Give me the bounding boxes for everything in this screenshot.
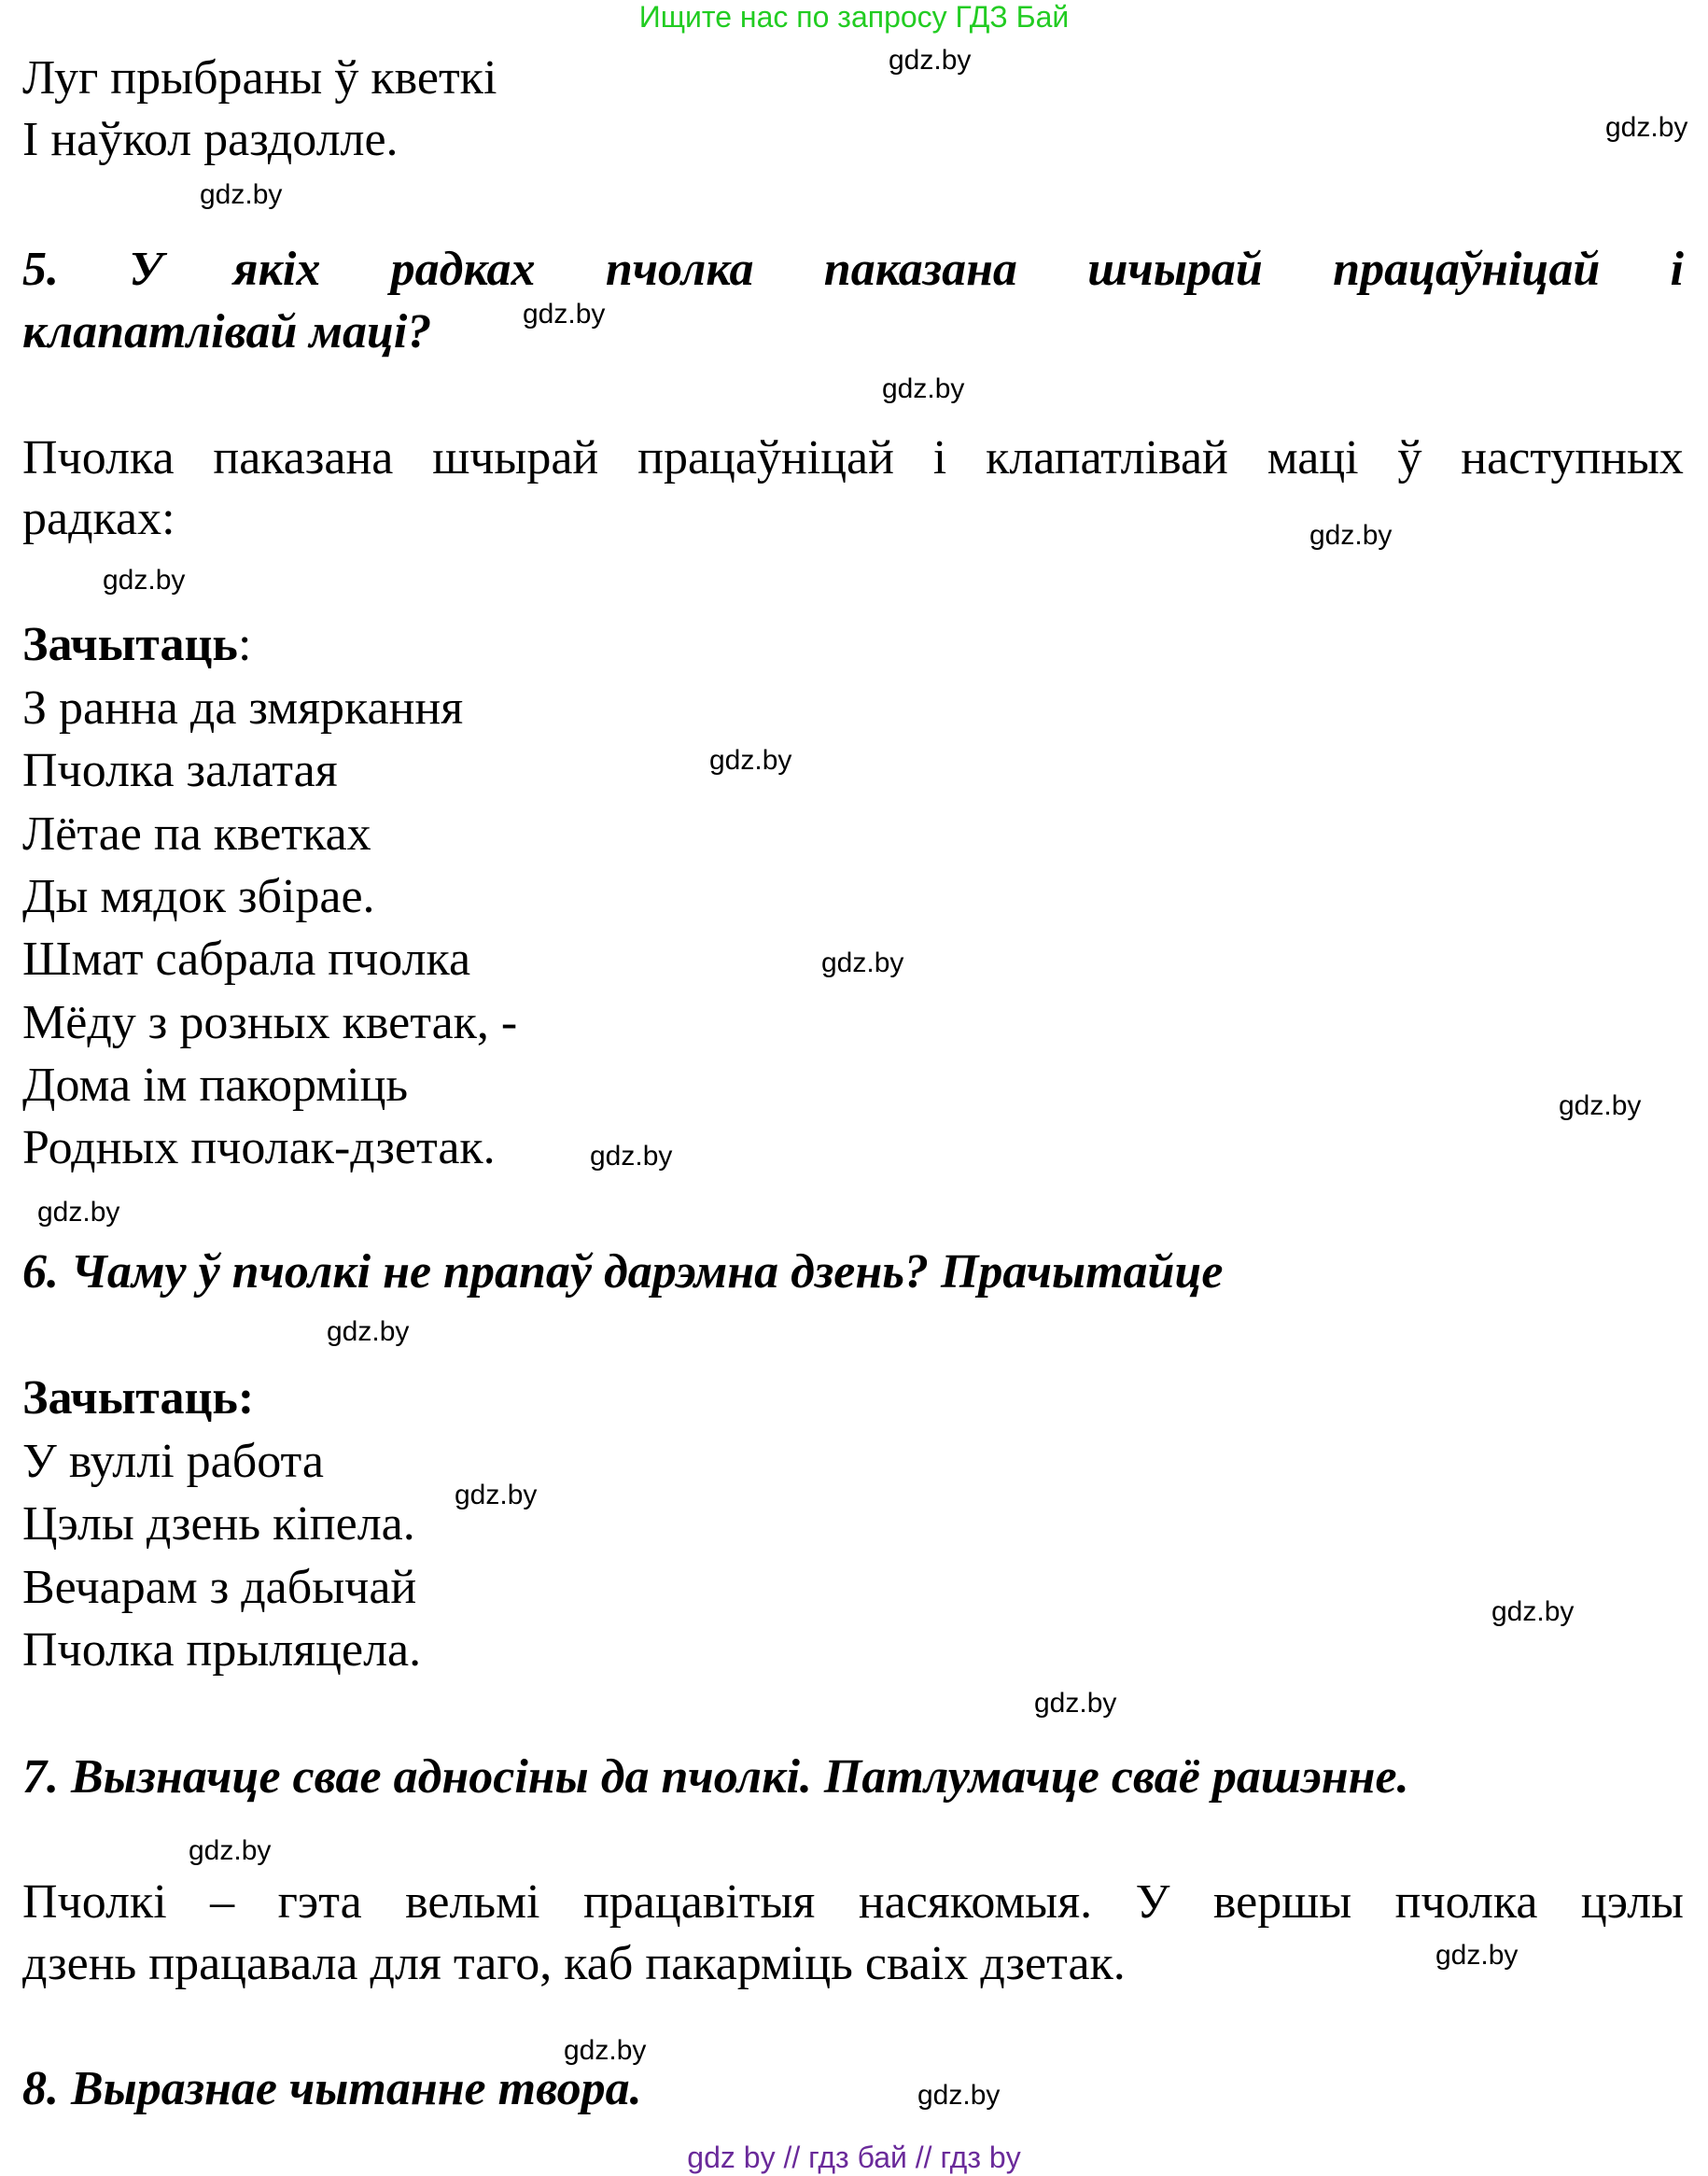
a7-word: гэта	[277, 1875, 362, 1929]
a5-word: і	[932, 431, 947, 484]
quote-line: Пчолка прыляцела.	[22, 1623, 422, 1677]
q5-word: пчолка	[605, 243, 754, 296]
a7-word: –	[210, 1875, 235, 1929]
a7-word: вельмі	[405, 1875, 540, 1929]
watermark: gdz.by	[1491, 1596, 1575, 1627]
a5-word: маці	[1267, 431, 1359, 484]
watermark: gdz.by	[564, 2035, 647, 2066]
q5-word: працаўніцай	[1333, 243, 1601, 296]
quote-line: Мёду з розных кветак, -	[22, 996, 518, 1049]
a5-word: клапатлівай	[986, 431, 1228, 484]
a5-word: працаўніцай	[637, 431, 894, 484]
watermark: gdz.by	[821, 948, 904, 978]
q5-word: і	[1670, 243, 1684, 296]
read-label-5	[22, 618, 252, 671]
q5-word: паказана	[823, 243, 1017, 296]
question-5-title-line1	[22, 243, 1684, 296]
q5-word: У	[129, 243, 163, 296]
question-6-title: 6. Чаму ў пчолкі не прапаў дарэмна дзень? Прачытайце	[22, 1245, 1224, 1299]
watermark: gdz.by	[37, 1197, 120, 1228]
answer-7-line2: дзень працавала для таго, каб пакарміць сваіх дзетак.	[22, 1937, 1126, 1990]
quote-line: Цэлы дзень кіпела.	[22, 1497, 415, 1551]
quote-line: У вуллі работа	[22, 1435, 324, 1488]
a5-word: ў	[1397, 431, 1422, 484]
a5-word: Пчолка	[22, 431, 175, 484]
a7-word: працавітыя	[582, 1875, 816, 1929]
read-label-colon: :	[237, 618, 252, 671]
watermark: gdz.by	[1605, 112, 1688, 143]
q5-word: радках	[390, 243, 536, 296]
q5-word: 5.	[22, 243, 59, 296]
a5-word: шчырай	[432, 431, 599, 484]
a7-word: Пчолкі	[22, 1875, 167, 1929]
watermark: gdz.by	[103, 565, 186, 596]
quote-line: Дома ім пакорміць	[22, 1059, 409, 1112]
quote-line: Родных пчолак-дзетак.	[22, 1121, 496, 1174]
footer-links[interactable]: gdz by // гдз бай // гдз by	[687, 2141, 1021, 2174]
watermark: gdz.by	[327, 1316, 410, 1347]
answer-5-line2: радках:	[22, 492, 175, 545]
a7-word: У	[1135, 1875, 1170, 1929]
watermark: gdz.by	[1559, 1090, 1642, 1121]
watermark: gdz.by	[1435, 1940, 1519, 1971]
a7-word: пчолка	[1394, 1875, 1538, 1929]
a5-word: паказана	[213, 431, 394, 484]
watermark: gdz.by	[455, 1480, 538, 1510]
question-5-title-line2: клапатлівай маці?	[22, 305, 432, 358]
quote-line: Шмат сабрала пчолка	[22, 933, 471, 986]
answer-5-line1	[22, 431, 1684, 484]
watermark: gdz.by	[1034, 1688, 1117, 1719]
a5-word: наступных	[1461, 431, 1684, 484]
poem-line: Луг прыбраны ў кветкі	[22, 51, 497, 105]
watermark: gdz.by	[889, 45, 972, 76]
quote-line: Ды мядок збірае.	[22, 870, 375, 923]
answer-7-line1	[22, 1875, 1684, 1929]
watermark: gdz.by	[1309, 520, 1393, 551]
q5-word: якіх	[232, 243, 321, 296]
question-7-title: 7. Вызначце свае адносіны да пчолкі. Патлумачце сваё рашэнне.	[22, 1750, 1409, 1804]
q5-word: шчырай	[1087, 243, 1263, 296]
quote-line: Вечарам з дабычай	[22, 1561, 417, 1614]
watermark: gdz.by	[882, 373, 965, 404]
read-label-text: Зачытаць	[22, 618, 238, 671]
watermark: gdz.by	[709, 745, 792, 776]
watermark: gdz.by	[917, 2080, 1001, 2111]
quote-line: Лётае па кветках	[22, 807, 371, 861]
top-banner[interactable]: Ищите нас по запросу ГДЗ Бай	[638, 0, 1070, 34]
a7-word: вершы	[1212, 1875, 1352, 1929]
watermark: gdz.by	[523, 299, 606, 330]
question-8-title: 8. Выразнае чытанне твора.	[22, 2062, 642, 2115]
watermark: gdz.by	[200, 179, 283, 210]
quote-line: Пчолка залатая	[22, 744, 338, 797]
read-label-6: Зачытаць:	[22, 1371, 255, 1425]
watermark: gdz.by	[590, 1141, 673, 1172]
a7-word: насякомыя.	[858, 1875, 1093, 1929]
watermark: gdz.by	[189, 1835, 272, 1866]
poem-line: І наўкол раздолле.	[22, 113, 399, 166]
a7-word: цэлы	[1580, 1875, 1684, 1929]
quote-line: З ранна да змяркання	[22, 681, 464, 735]
